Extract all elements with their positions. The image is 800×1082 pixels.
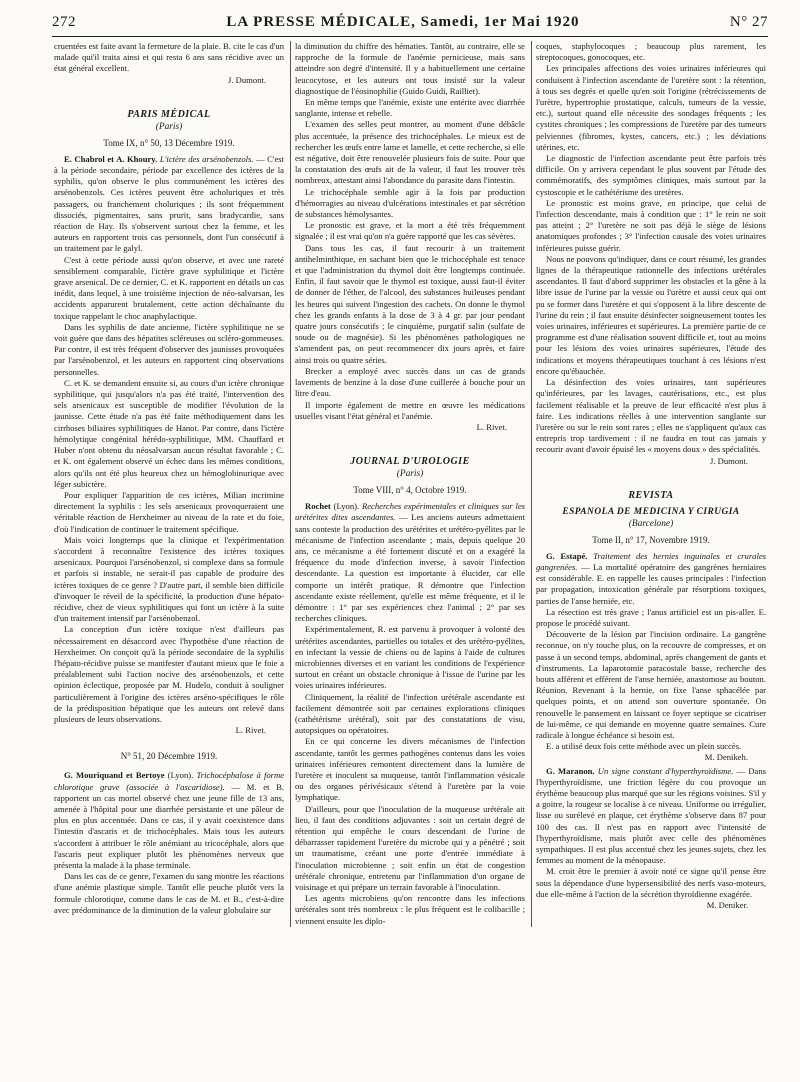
paragraph: La conception d'un ictère toxique n'est d'ailleurs pas nécessairement en désaccord avec l'hypothèse d'une réaction de Herxheimer. On conçoit qu'à la période secondaire de la syphilis l'hépato-récidive puisse se manifester d'autant mieux que le foie a préalablement subi l'action nocive des arsénobenzols, et cette opinion éclectique, proposée par M. Hudelo, conduit à souligner particulièrement à l'origine des ictères arséno-spécifiques le rôle de la prédisposition hépatique que les auteurs ont relevé dans plusieurs de leurs observations. bbox=[54, 624, 284, 724]
article-title: Trichocéphalose à forme chlorotique grave (associée à l'ascaridiose). bbox=[54, 770, 285, 792]
signature: M. Denikeh. bbox=[704, 752, 748, 763]
journal-issue: Tome IX, n° 50, 13 Décembre 1919. bbox=[103, 137, 235, 148]
paragraph: cruentées est faite avant la fermeture de la plaie. B. cite le cas d'un malade qui'il traita ainsi et qui resta 6 ans sans récidive avec un état général excellent. bbox=[54, 41, 284, 74]
signature: J. Dumont. bbox=[710, 455, 748, 466]
issue-number: N° 27 bbox=[729, 14, 768, 30]
paragraph: Le trichocéphale semble agir à la fois par production d'hémorragies au niveau d'ulcérations intestinales et par sécrétion de substances hémolysantes. bbox=[295, 186, 525, 220]
paragraph: Il importe également de mettre en œuvre les médications usuelles visant l'état général et l'anémie. bbox=[295, 399, 525, 421]
journal-title: PARIS MÉDICAL bbox=[127, 108, 211, 120]
signature: L. Rivet. bbox=[235, 725, 266, 736]
paragraph: — Dans l'hyperthyroïdisme, une friction légère du cou provoque un érythème beaucoup plus marqué que sur les régions voisines. S'il y a goitre, la rougeur se localise à ce niveau. Uniforme ou irrégulier, lisse ou surélevé en plaque, cet érythème s'observe dans 87 pour 100 des cas. Il n'est pas en rapport avec l'intensité de l'hyperthyroïdisme, mais plutôt avec celle des phénomènes sympathiques. Il est plus accentué chez les jeunes sujets, chez les femmes au moment de la ménopause. bbox=[536, 765, 766, 866]
signature: M. Deniker. bbox=[706, 900, 748, 911]
article-authors: G. Maranon. bbox=[546, 765, 595, 776]
column-1 bbox=[52, 41, 286, 927]
paragraph: Dans les cas de ce genre, l'examen du sang montre les réactions d'une anémie plastique simple. Tantôt elle peuche plutôt vers la formule chlorotique, comme dans le cas de M. et B., c'est-à-dire avec prédominance de la diminution de la valeur globulaire sur bbox=[54, 871, 284, 915]
article-estape bbox=[536, 551, 766, 607]
article-title: Traitement des hernies inguinales et crurales gangrenées. bbox=[536, 550, 767, 572]
paragraph: — La mortalité opératoire des gangrènes herniaires est considérable. E. en rappelle les causes principales : l'infection par propagation, intoxication générale par résorptions toxiques, parties de l'anse herniée, etc. bbox=[536, 561, 767, 606]
paragraph: Nous ne pouvons qu'indiquer, dans ce court résumé, les grandes lignes de la thérapeutique rationnelle des infections urétérales ascendantes. Il faut d'abord supprimer les obstacles et la gêne à la libre issue de l'urine par la vessie ou l'urètre et aussi ceux qui ont pu se former dans l'uretère et qui s'opposent à la libre descente de l'urine du rein ; il faut ensuite désinfecter soigneusement toutes les voies urinaires, inférieures et supérieures. La première partie de ce programme est d'une réalisation souvent difficile et, tout au moins pour les lésions des voies urinaires supérieures, l'étude des indications et moyens thérapeutiques touchant à ces lésions n'est encore qu'ébauchée. bbox=[536, 253, 766, 376]
masthead: LA PRESSE MÉDICALE, Samedi, 1er Mai 1920 bbox=[226, 14, 580, 30]
paragraph: Cliniquement, la réalité de l'infection urétérale ascendante est facilement démontrée soit par certaines explorations cliniques (cathétérisme urétéral), soit par des constatations de visu, autopsiques ou opératoires. bbox=[295, 691, 525, 736]
paragraph: Brecker a employé avec succès dans un cas de grands lavements de benzine à la dose d'une cuillerée à bouche pour un litre d'eau. bbox=[295, 365, 525, 399]
paragraph: Le pronostic est grave, et la mort a été très fréquemment signalée ; il est vrai qu'on n'a guère rapporté que les cas sévères. bbox=[295, 220, 525, 242]
paragraph: Dans les syphilis de date ancienne, l'ictère syphilitique ne se voit guère que dans des hépatites scléreuses ou scléro-gommeuses. Par contre, il est très fréquent d'observer des jaunisses provoquées par l'arsénobenzol, et les auteurs en rapportent cinq observations personnelles. bbox=[54, 321, 284, 377]
paragraph: — M. et B. rapportent un cas mortel observé chez une jeune fille de 13 ans, amenée à l'hôpital pour une diarrhée persistante et une pâleur de plus en plus accentuée. Dans ce cas, il y avait coexistence dans l'intestin d'ascaris et de trichocéphales. Mais tous les auteurs s'accordent à attribuer le rôle anémiant au tricocéphale, alors que l'ascaris peut expliquer plutôt les phénomènes nerveux que présenta la malade à la phase terminale. bbox=[54, 781, 285, 870]
paragraph: Découverte de la lésion par l'incision ordinaire. La gangrène reconnue, on n'y touche plus, on la recouvre de compresses, et on passe à un second temps, abdominal, après changement de gants et d'instruments. La laparotomie paracostale basse, recherche des bouts afférent et efférent de l'anse herniée, anastomose au bouton. Réunion. Revenant à la hernie, on fixe l'anse sphacélée par quelques points, et on attend son ouverture spontanée. On renouvelle le pansement en laissant ce foyer septique se cicatriser de lui-même, ce qui demande en moyenne quatre semaines. Cure radicale à longue échéance si besoin est. bbox=[536, 629, 766, 740]
paragraph: C. et K. se demandent ensuite si, au cours d'un ictère chronique syphilitique, qui jusqu'alors n'a pas été traité, l'intervention des sels arsenicaux est susceptible de modifier l'évolution de la jaunisse. Cette étude n'a pas été faite méthodiquement dans les cirrhoses biliaires syphilitiques de Hanot. Par contre, dans l'ictère hémolytique congénital hérédo-syphilitique, MM. Chauffard et Huber n'ont obtenu du néosalvarsan aucun résultat favorable ; C. et K. ont également observé un échec dans les mêmes conditions, alors qu'ils ont été plus heureux chez un hémoglobinurique avec léger subictère. bbox=[54, 377, 284, 489]
article-title: L'ictère des arsénobenzols. bbox=[159, 153, 254, 164]
paragraph: Les principales affections des voies urinaires inférieures qui conduisent à l'infection ascendante de l'uretère sont : la rétention, à tous ses degrés et quelle qu'en soit l'origine (rétrécissements de l'urètre, hypertrophie prostatique, calculs, tumeurs de la vessie, etc.), surtout quand elle nécessite des sondages fréquents ; les cystites chroniques ; les compressions de l'uretère par des tumeurs pelviennes (fibromes, kystes, cancers, etc.) ; les déviations utérines, etc. bbox=[536, 63, 766, 152]
article-mouriquand bbox=[54, 770, 284, 871]
article-rochet bbox=[295, 501, 525, 624]
article-chabrol bbox=[54, 154, 284, 255]
journal-title-line2: ESPANOLA DE MEDICINA Y CIRUGIA bbox=[562, 506, 740, 517]
paragraph: En même temps que l'anémie, existe une entérite avec diarrhée sanglante, intense et rebelle. bbox=[295, 97, 525, 119]
paragraph: coques, staphylocoques ; beaucoup plus rarement, les streptocoques, gonocoques, etc. bbox=[536, 41, 766, 63]
article-place: (Lyon). bbox=[167, 770, 194, 781]
article-maranon bbox=[536, 766, 766, 867]
article-authors: G. Mouriquand et Bertoye bbox=[64, 770, 165, 781]
journal-city: (Paris) bbox=[396, 469, 424, 480]
paragraph: — Les anciens auteurs admettaient sans conteste la production des urétérites et urétéro-pyélites par le mécanisme de l'infection ascendante ; mais, depuis quelque 20 ans, ce mécanisme a été fortement discuté et on a exagéré la fréquence du mode d'infection inverse, à savoir l'infection descendante. La question est importante à élucider, car elle comporte un intérêt pratique. R démontre que l'infection ascendante existe réellement, qu'elle est même fréquente, et il le démontre : 1° par ses expériences chez l'animal ; 2° par ses recherches cliniques. bbox=[295, 512, 525, 624]
journal-city: (Barcelone) bbox=[628, 518, 674, 529]
paragraph: Pour expliquer l'apparition de ces ictères, Milian incrimine directement la syphilis : les sels arsenicaux provoqueraient une véritable réaction de Herxheimer au niveau de la rate et du foie, d'où l'indication de continuer le traitement spécifique. bbox=[54, 489, 284, 534]
signature: J. Dumont. bbox=[228, 74, 266, 85]
article-title: Recherches expérimentales et cliniques sur les urétérites dites ascendantes. bbox=[295, 501, 526, 523]
journal-issue: N° 51, 20 Décembre 1919. bbox=[120, 751, 218, 762]
columns bbox=[52, 41, 768, 927]
article-title: Un signe constant d'hyperthyroïdisme. bbox=[597, 765, 734, 776]
header-rule bbox=[52, 36, 768, 37]
paragraph: E. a utilisé deux fois cette méthode avec un plein succès. bbox=[546, 741, 742, 752]
paragraph: L'examen des selles peut montrer, au moment d'une débâcle plus accentuée, la présence des trichocéphales. Le mieux est de rechercher les œufs entre lame et lamelle, et cette recherche, si elle est négative, doit être renouvelée plusieurs fois de suite. Pour que la constatation des œufs ait de la valeur, il faut les trouver très nombreux, attestant ainsi l'abondance du parasite dans l'intestin. bbox=[295, 119, 525, 186]
paragraph: La désinfection des voies urinaires, tant supérieures qu'inférieures, par les lavages, cautérisations, etc., est plus facilement réalisable et la preuve de leur efficacité n'est plus à faire. Les indications réelles à une intervention sanglante sur l'uretère ou sur le rein sont rares ; elles ne s'appliquent qu'aux cas entrepris trop tardivement : il ne faudra en tout cas jamais y recourir avant d'avoir épuisé les « moyens doux » des spécialités. bbox=[536, 377, 766, 455]
paragraph: Le diagnostic de l'infection ascendante peut être parfois très difficile. On y arrivera cependant le plus souvent par l'étude des commémoratifs, des symptômes cliniques, mais surtout par la cystoscopie et le cathétérisme des uretères. bbox=[536, 153, 766, 197]
paragraph: la diminution du chiffre des hématies. Tantôt, au contraire, elle se rapproche de la formule de l'anémie pernicieuse, mais sans atteindre son degré d'intensité. Il y a habituellement une certaine leucocytose, et les auteurs ont tous insisté sur la valeur diagnostique de l'éosinophilie (Guido Guidi, Railliet). bbox=[295, 41, 525, 96]
article-place: (Lyon). bbox=[333, 501, 360, 512]
article-authors: Rochet bbox=[305, 501, 331, 512]
paragraph: Mais voici longtemps que la clinique et l'expérimentation s'accordent à reconnaître l'existence des ictères toxiques arsenicaux. Pourquoi l'arsénobenzol, si complexe dans sa formule et parfois si instable, ne serait-il pas capable de produire des ictères toxiques de ce genre ? D'autre part, il semble bien difficile d'invoquer le réveil de la spécificité, la production d'une hépato-récidive, chez de vieux syphilitiques qui font un ictère à la suite d'un traitement intensif par l'arsénobenzol. bbox=[54, 534, 284, 624]
journal-city: (Paris) bbox=[155, 121, 183, 132]
column-3 bbox=[531, 41, 768, 927]
article-authors: E. Chabrol et A. Khoury. bbox=[64, 153, 158, 164]
paragraph: M. croit être le premier à avoir noté ce signe qu'il pense être sous la dépendance d'une hypersensibilité des nerfs vaso-moteurs, due elle-même à l'action de la sécrétion thyroïdienne exagérée. bbox=[536, 866, 766, 899]
article-authors: G. Estapé. bbox=[546, 550, 588, 561]
paragraph: Les agents microbiens qu'on rencontre dans les infections urétérales sont très nombreux : le plus fréquent est le colibacille ; viennent ensuite les diplo- bbox=[295, 893, 525, 926]
paragraph: Dans tous les cas, il faut recourir à un traitement antihelminthique, en sachant bien que le trichocéphale est tenace et que l'administration du thymol doit être longtemps continuée. Enfin, il faut savoir que le thymol est toxique, aussi faut-il éviter de donner de l'éther, de l'alcool, des substances huileuses pendant les heures qui suivent l'ingestion des cachets. On donne le thymol chez les grands enfants à la dose de 3 à 4 gr. par jour pendant quatre jours consécutifs ; le cinquième, purgatif salin (sulfate de soude ou de magnésie). Si les phénomènes pathologiques ne s'amendent pas, on peut recommencer dix jours après, et faire ainsi trois ou quatre séries. bbox=[295, 242, 525, 365]
paragraph: La résection est très grave ; l'anus artificiel est un pis-aller. E. propose le procédé suivant. bbox=[536, 606, 766, 628]
journal-title: JOURNAL D'UROLOGIE bbox=[350, 456, 470, 468]
paragraph: C'est à cette période aussi qu'on observe, et avec une rareté sensiblement comparable, l'ictère grave syphilitique et l'ictère grave arsenical. De ce dernier, C. et K. rapportent en détails un cas inédit, dans lequel, à une troisième injection de néo-salvarsan, les accidents apparurent brutalement, cette action déchaînante du toxique rappelant le choc anaphylactique. bbox=[54, 254, 284, 321]
journal-title: REVISTA bbox=[628, 489, 674, 501]
journal-issue: Tome II, n° 17, Novembre 1919. bbox=[592, 534, 710, 545]
column-2 bbox=[290, 41, 527, 927]
paragraph: En ce qui concerne les divers mécanismes de l'infection ascendante, tantôt les germes pathogènes contenus dans les voies urinaires inférieures remontent directement dans la lumière de l'uretère et inoculent sa muqueuse, tantôt l'inflammation vésicale ou des organes périvésicaux s'étend à l'uretère par la voie lymphatique. bbox=[295, 736, 525, 803]
paragraph: D'ailleurs, pour que l'inoculation de la muqueuse urétérale ait lieu, il faut des conditions adjuvantes : soit un certain degré de rétention qui empêche le cours descendant de l'urine de débarrasser rapidement l'uretère du microbe qui y a pénétré ; soit un traumatisme, créant une porte d'entrée immédiate à l'inoculation microbienne ; soit enfin un état de congestion urétérale chronique, entretenu par l'inflammation d'un organe de voisinage et qui prépare un terrain favorable à l'inoculation. bbox=[295, 803, 525, 893]
journal-issue: Tome VIII, n° 4, Octobre 1919. bbox=[353, 485, 467, 496]
page-header bbox=[52, 14, 768, 36]
paragraph: Le pronostic est moins grave, en principe, que celui de l'infection descendante, mais à condition que : 1° le rein ne soit pas atteint ; 2° l'uretère ne soit pas déjà le siège de lésions anatomiques profondes ; 3° l'infection causale des voies urinaires inférieures puisse guérir. bbox=[536, 197, 766, 253]
paragraph: — C'est à la période secondaire, période par excellence des ictères de la syphilis, qu'on observe le plus communément les ictères des arsénobenzols. Ces ictères peuvent être acholuriques et très passagers, ou franchement choluriques ; ils sont fréquemment dissociés, pigmentaires, sans prurit, sans bradycardie, sans réaction de Hay. Ils s'observent surtout chez la femme, et les auteurs en rapportent trois cas personnels, dont l'un consécutif à un traitement par le galyl. bbox=[54, 153, 284, 254]
signature: L. Rivet. bbox=[476, 421, 507, 432]
page-number: 272 bbox=[52, 14, 76, 30]
paragraph: Expérimentalement, R. est parvenu à provoquer à volonté des urétérites ascendantes, partielles ou totales et des urétéro-pyélites, en infectant la vessie de chiens ou de lapins à l'aide de cultures microbiennes diverses et en variant les conditions de l'expérience surtout en créant un obstacle chronique à l'issue de l'urine par les voies urinaires inférieures. bbox=[295, 624, 525, 691]
